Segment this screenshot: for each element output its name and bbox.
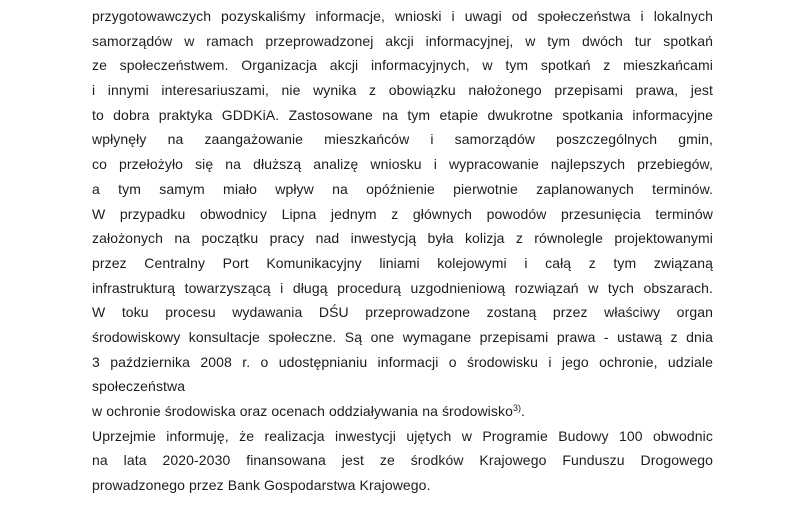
body-text-line: wpłynęły na zaangażowanie mieszkańców i samorządów poszczególnych gmin,: [92, 131, 713, 148]
body-text-line: przygotowawczych pozyskaliśmy informacje, wnioski i uwagi od społeczeństwa i lokalnych: [92, 8, 713, 24]
body-text-line: a tym samym miało wpływ na opóźnienie pierwotnie zaplanowanych terminów.: [92, 180, 713, 197]
footnote-line-text: w ochronie środowiska oraz ocenach oddziaływania na środowisko: [92, 403, 513, 419]
body-text-line: infrastrukturą towarzyszącą i długą procedurą uzgodnieniową rozwiązań w tych obszarach.: [92, 279, 713, 296]
body-text-line: W toku procesu wydawania DŚU przeprowadzone zostaną przez właściwy organ: [92, 304, 713, 321]
body-text-line: samorządów w ramach przeprowadzonej akcji informacyjnej, w tym dwóch tur spotkań: [92, 32, 713, 49]
body-text-line-short: społeczeństwa: [92, 378, 186, 395]
body-text-line-footnote: [92, 399, 713, 424]
body-text-block: [92, 4, 713, 498]
body-text-line: założonych na początku pracy nad inwestycją była kolizja z równolegle projektowanymi: [92, 230, 713, 247]
body-text-line: Uprzejmie informuję, że realizacja inwestycji ujętych w Programie Budowy 100 obwodnic: [92, 427, 713, 444]
body-text-line: W przypadku obwodnicy Lipna jednym z głównych powodów przesunięcia terminów: [92, 205, 713, 222]
body-text-line: 3 października 2008 r. o udostępnianiu informacji o środowisku i jego ochronie, udziale: [92, 353, 713, 370]
body-text-line: środowiskowy konsultacje społeczne. Są one wymagane przepisami prawa - ustawą z dnia: [92, 328, 713, 345]
footnote-reference: 3): [512, 403, 521, 413]
body-text-line: na lata 2020-2030 finansowana jest ze środków Krajowego Funduszu Drogowego: [92, 452, 713, 469]
body-text-line: co przełożyło się na dłuższą analizę wniosku i wypracowanie najlepszych przebiegów,: [92, 156, 713, 173]
body-text-line: ze społeczeństwem. Organizacja akcji informacyjnych, w tym spotkań z mieszkańcami: [92, 57, 713, 74]
body-text-line: przez Centralny Port Komunikacyjny liniami kolejowymi i całą z tym związaną: [92, 254, 713, 271]
body-text-line: to dobra praktyka GDDKiA. Zastosowane na tym etapie dwukrotne spotkania informacyjne: [92, 106, 713, 123]
body-text-line: i innymi interesariuszami, nie wynika z obowiązku nałożonego przepisami prawa, jest: [92, 82, 713, 99]
footnote-line-tail: .: [521, 403, 525, 419]
body-text-line-last: prowadzonego przez Bank Gospodarstwa Krajowego.: [92, 477, 431, 494]
